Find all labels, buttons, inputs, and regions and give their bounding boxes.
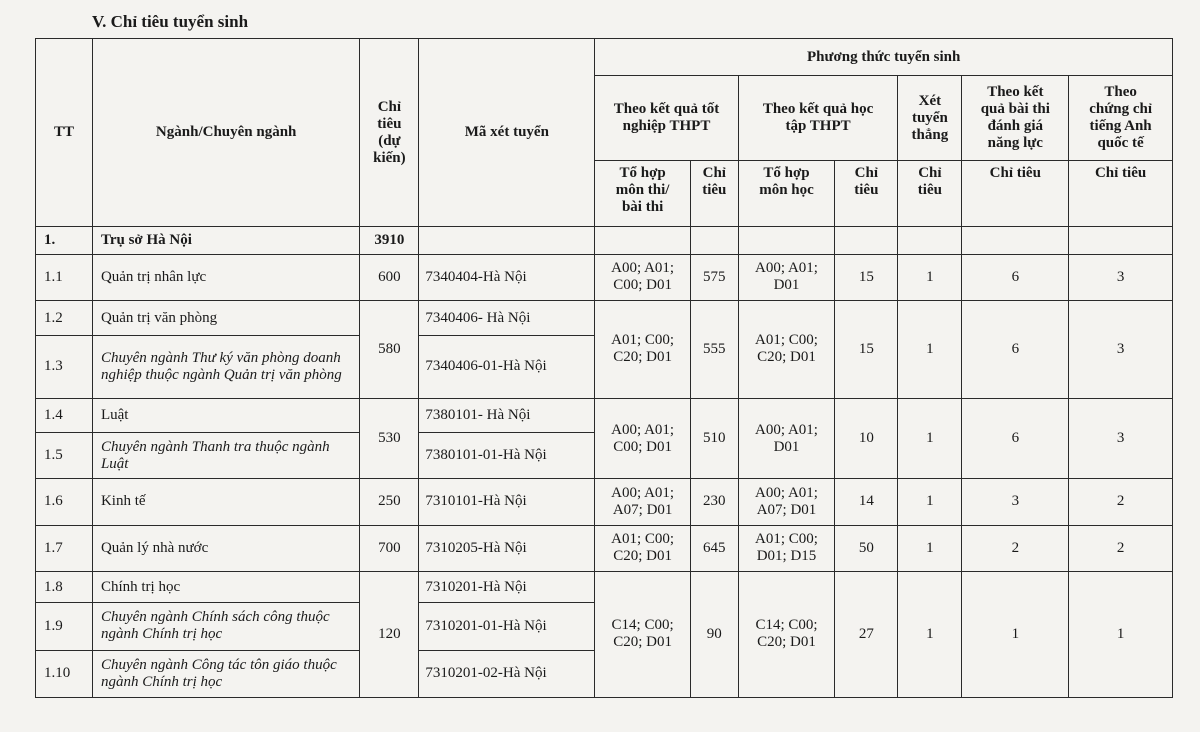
header-methods: Phương thức tuyển sinh xyxy=(595,39,1173,76)
row-quota: 120 xyxy=(360,571,419,697)
header-english-quota: Chỉ tiêu xyxy=(1069,160,1173,227)
row-direct: 1 xyxy=(898,479,962,525)
row-code: 7310201-Hà Nội xyxy=(419,571,595,602)
table-row xyxy=(36,398,1173,432)
header-code: Mã xét tuyển xyxy=(419,39,595,227)
table-row xyxy=(36,525,1173,571)
row-exam-quota: 230 xyxy=(690,479,738,525)
row-english: 3 xyxy=(1069,398,1173,479)
row-code: 7340406-01-Hà Nội xyxy=(419,336,595,398)
header-combo-subject: Tổ hợp môn học xyxy=(738,160,835,227)
header-row xyxy=(36,39,1173,76)
row-transcript-combo: A00; A01; D01 xyxy=(738,398,835,479)
row-tt: 1.8 xyxy=(36,571,93,602)
header-aptitude-quota: Chỉ tiêu xyxy=(962,160,1069,227)
row-code: 7310205-Hà Nội xyxy=(419,525,595,571)
row-name: Chuyên ngành Thanh tra thuộc ngành Luật xyxy=(92,432,359,478)
row-name: Chuyên ngành Thư ký văn phòng doanh nghiệp thuộc ngành Quản trị văn phòng xyxy=(92,336,359,398)
row-code: 7380101-01-Hà Nội xyxy=(419,432,595,478)
row-transcript-quota: 10 xyxy=(835,398,898,479)
row-quota: 250 xyxy=(360,479,419,525)
row-tt: 1.5 xyxy=(36,432,93,478)
row-quota: 580 xyxy=(360,300,419,398)
header-transcript: Theo kết quả học tập THPT xyxy=(738,76,898,161)
row-transcript-quota: 50 xyxy=(835,525,898,571)
row-code: 7380101- Hà Nội xyxy=(419,398,595,432)
header-combo-exam: Tổ hợp môn thi/ bài thi xyxy=(595,160,691,227)
row-direct: 1 xyxy=(898,254,962,300)
header-direct: Xét tuyển thẳng xyxy=(898,76,962,161)
table-row xyxy=(36,227,1173,254)
row-exam-quota: 645 xyxy=(690,525,738,571)
row-code: 7340404-Hà Nội xyxy=(419,254,595,300)
row-name: Quản trị văn phòng xyxy=(92,300,359,335)
row-transcript-quota: 14 xyxy=(835,479,898,525)
row-exam-quota: 90 xyxy=(690,571,738,697)
header-major: Ngành/Chuyên ngành xyxy=(92,39,359,227)
row-tt: 1.6 xyxy=(36,479,93,525)
row-quota: 700 xyxy=(360,525,419,571)
header-quota: Chỉ tiêu (dự kiến) xyxy=(360,39,419,227)
row-name: Chính trị học xyxy=(92,571,359,602)
row-quota: 3910 xyxy=(360,227,419,254)
row-tt: 1.10 xyxy=(36,650,93,697)
row-aptitude: 1 xyxy=(962,571,1069,697)
row-name: Chuyên ngành Chính sách công thuộc ngành Chính trị học xyxy=(92,603,359,650)
row-direct: 1 xyxy=(898,571,962,697)
row-tt: 1.4 xyxy=(36,398,93,432)
row-aptitude: 6 xyxy=(962,300,1069,398)
row-tt: 1.1 xyxy=(36,254,93,300)
row-english: 2 xyxy=(1069,479,1173,525)
row-transcript-combo: A00; A01; A07; D01 xyxy=(738,479,835,525)
row-quota: 530 xyxy=(360,398,419,479)
row-exam-combo: A00; A01; A07; D01 xyxy=(595,479,691,525)
header-exam-quota: Chỉ tiêu xyxy=(690,160,738,227)
row-name: Luật xyxy=(92,398,359,432)
row-code: 7340406- Hà Nội xyxy=(419,300,595,335)
row-english: 3 xyxy=(1069,300,1173,398)
row-name: Quản lý nhà nước xyxy=(92,525,359,571)
row-transcript-quota: 15 xyxy=(835,300,898,398)
row-direct: 1 xyxy=(898,300,962,398)
section-title: V. Chỉ tiêu tuyển sinh xyxy=(92,12,249,31)
row-exam-combo: A00; A01; C00; D01 xyxy=(595,398,691,479)
row-exam-combo: C14; C00; C20; D01 xyxy=(595,571,691,697)
row-aptitude: 6 xyxy=(962,398,1069,479)
row-code: 7310201-02-Hà Nội xyxy=(419,650,595,697)
row-direct: 1 xyxy=(898,525,962,571)
row-direct: 1 xyxy=(898,398,962,479)
header-direct-quota: Chỉ tiêu xyxy=(898,160,962,227)
row-transcript-combo: A01; C00; D01; D15 xyxy=(738,525,835,571)
row-name: Trụ sở Hà Nội xyxy=(92,227,359,254)
row-tt: 1. xyxy=(36,227,93,254)
header-thpt-exam: Theo kết quả tốt nghiệp THPT xyxy=(595,76,738,161)
table-row xyxy=(36,571,1173,602)
header-transcript-quota: Chỉ tiêu xyxy=(835,160,898,227)
header-tt: TT xyxy=(36,39,93,227)
row-english: 2 xyxy=(1069,525,1173,571)
row-aptitude: 6 xyxy=(962,254,1069,300)
row-exam-combo: A01; C00; C20; D01 xyxy=(595,525,691,571)
row-exam-combo: A01; C00; C20; D01 xyxy=(595,300,691,398)
row-name: Chuyên ngành Công tác tôn giáo thuộc ngành Chính trị học xyxy=(92,650,359,697)
row-tt: 1.2 xyxy=(36,300,93,335)
header-english: Theo chứng chỉ tiếng Anh quốc tế xyxy=(1069,76,1173,161)
row-english: 3 xyxy=(1069,254,1173,300)
row-tt: 1.3 xyxy=(36,336,93,398)
row-exam-quota: 510 xyxy=(690,398,738,479)
row-english: 1 xyxy=(1069,571,1173,697)
row-code: 7310101-Hà Nội xyxy=(419,479,595,525)
row-name: Quản trị nhân lực xyxy=(92,254,359,300)
row-aptitude: 2 xyxy=(962,525,1069,571)
admission-quota-table xyxy=(35,38,1173,698)
table-row xyxy=(36,300,1173,335)
row-exam-quota: 575 xyxy=(690,254,738,300)
header-aptitude: Theo kết quả bài thi đánh giá năng lực xyxy=(962,76,1069,161)
row-exam-quota: 555 xyxy=(690,300,738,398)
row-transcript-quota: 15 xyxy=(835,254,898,300)
row-transcript-quota: 27 xyxy=(835,571,898,697)
row-transcript-combo: C14; C00; C20; D01 xyxy=(738,571,835,697)
row-name: Kinh tế xyxy=(92,479,359,525)
row-tt: 1.9 xyxy=(36,603,93,650)
row-exam-combo: A00; A01; C00; D01 xyxy=(595,254,691,300)
row-tt: 1.7 xyxy=(36,525,93,571)
table-row xyxy=(36,254,1173,300)
row-quota: 600 xyxy=(360,254,419,300)
row-transcript-combo: A00; A01; D01 xyxy=(738,254,835,300)
row-transcript-combo: A01; C00; C20; D01 xyxy=(738,300,835,398)
row-code: 7310201-01-Hà Nội xyxy=(419,603,595,650)
table-row xyxy=(36,479,1173,525)
row-aptitude: 3 xyxy=(962,479,1069,525)
